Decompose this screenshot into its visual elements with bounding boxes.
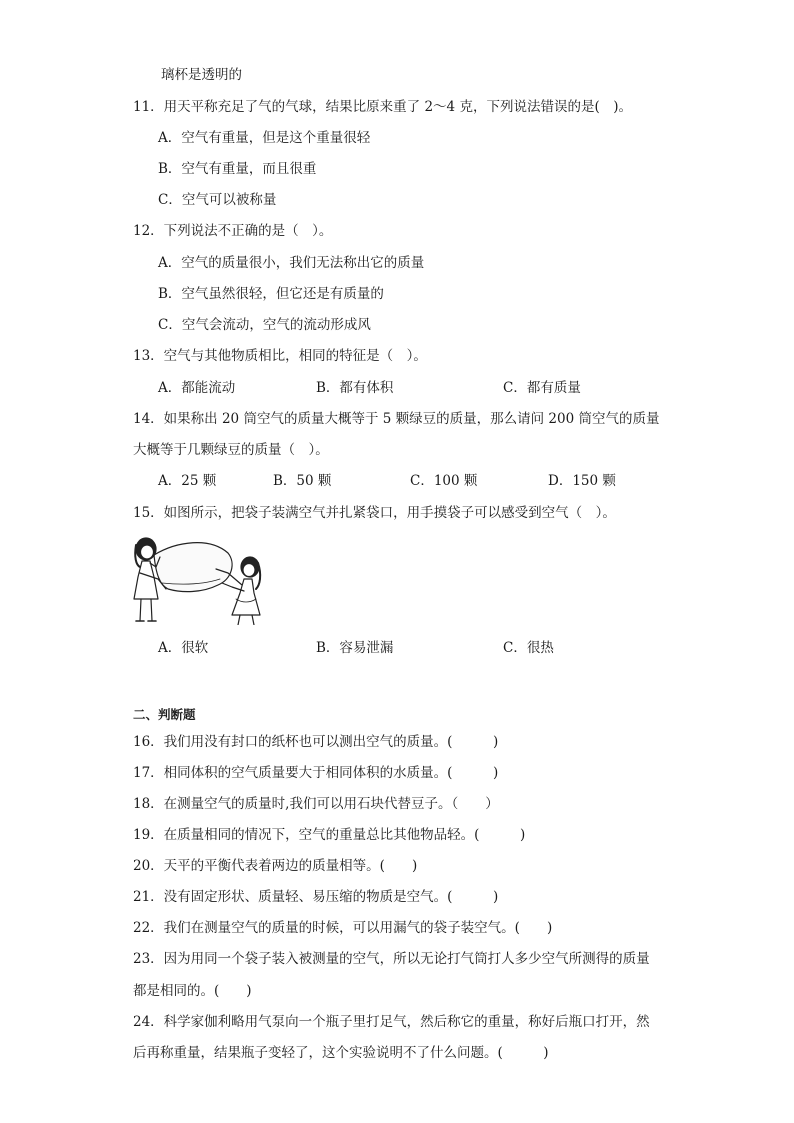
question-12-option-c[interactable]: C．空气会流动，空气的流动形成风 [158,317,371,333]
two-girls-holding-air-bag-illustration [132,533,270,625]
question-11-stem: 11．用天平称充足了气的气球，结果比原来重了 2～4 克，下列说法错误的是( )。 [133,99,632,115]
question-15-option-c[interactable]: C．很热 [503,640,554,656]
question-15-option-a[interactable]: A．很软 [158,640,209,656]
question-18: 18．在测量空气的质量时,我们可以用石块代替豆子。（ ） [133,796,499,812]
question-16: 16．我们用没有封口的纸杯也可以测出空气的质量。( ) [133,734,499,750]
question-24-line-1: 24．科学家伽利略用气泵向一个瓶子里打足气，然后称它的重量，称好后瓶口打开，然 [133,1014,650,1030]
question-13-option-b[interactable]: B．都有体积 [316,380,394,396]
question-20: 20．天平的平衡代表着两边的质量相等。( ) [133,858,418,874]
question-14-option-b[interactable]: B．50 颗 [273,473,332,489]
question-14-option-c[interactable]: C．100 颗 [410,473,478,489]
question-19: 19．在质量相同的情况下，空气的重量总比其他物品轻。( ) [133,827,526,843]
question-11-option-a[interactable]: A．空气有重量，但是这个重量很轻 [158,130,371,146]
question-24-line-2: 后再称重量，结果瓶子变轻了，这个实验说明不了什么问题。( ) [133,1045,549,1061]
question-13-stem: 13．空气与其他物质相比，相同的特征是（ ）。 [133,348,427,364]
question-22: 22．我们在测量空气的质量的时候，可以用漏气的袋子装空气。( ) [133,920,553,936]
question-23-line-1: 23．因为用同一个袋子装入被测量的空气，所以无论打气筒打人多少空气所测得的质量 [133,951,650,967]
question-13-option-c[interactable]: C．都有质量 [503,380,581,396]
carry-over-text: 璃杯是透明的 [161,67,242,83]
question-12-stem: 12．下列说法不正确的是（ ）。 [133,223,333,239]
question-12-option-a[interactable]: A．空气的质量很小，我们无法称出它的质量 [158,255,425,271]
question-15-stem: 15．如图所示，把袋子装满空气并扎紧袋口，用手摸袋子可以感受到空气（ ）。 [133,505,616,521]
question-13-option-a[interactable]: A．都能流动 [158,380,236,396]
question-15-option-b[interactable]: B．容易泄漏 [316,640,394,656]
question-12-option-b[interactable]: B．空气虽然很轻，但它还是有质量的 [158,286,384,302]
question-14-stem-line-1: 14．如果称出 20 筒空气的质量大概等于 5 颗绿豆的质量，那么请问 200 筒空气的质量 [133,411,660,427]
question-17: 17．相同体积的空气质量要大于相同体积的水质量。( ) [133,765,499,781]
question-23-line-2: 都是相同的。( ) [133,983,252,999]
question-21: 21．没有固定形状、质量轻、易压缩的物质是空气。( ) [133,889,499,905]
question-14-stem-line-2: 大概等于几颗绿豆的质量（ ）。 [133,442,329,458]
question-11-option-b[interactable]: B．空气有重量，而且很重 [158,161,317,177]
question-14-option-d[interactable]: D．150 颗 [548,473,616,489]
question-14-option-a[interactable]: A．25 颗 [158,473,217,489]
section-title-judgement: 二、判断题 [133,707,196,722]
question-11-option-c[interactable]: C．空气可以被称量 [158,192,277,208]
